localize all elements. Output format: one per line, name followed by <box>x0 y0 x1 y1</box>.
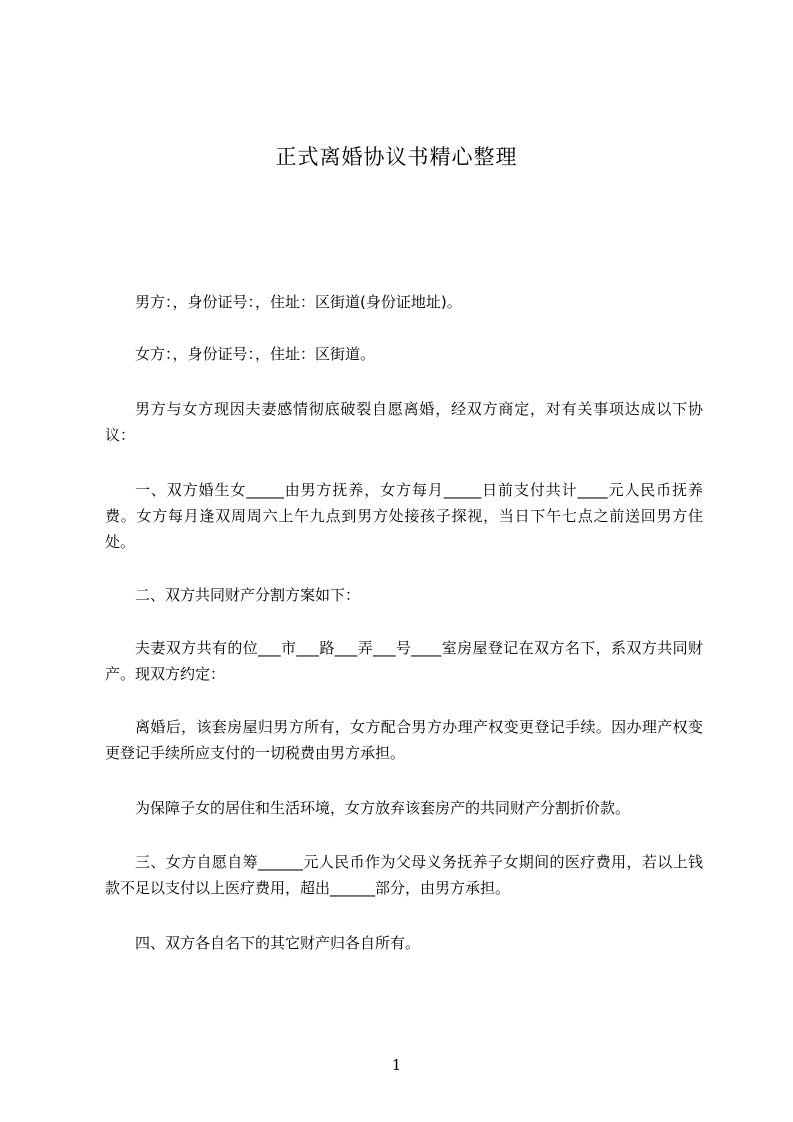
paragraph-clause-one-custody: 一、双方婚生女_____由男方抚养，女方每月_____日前支付共计____元人民币抚养费。女方每月逢双周周六上午九点到男方处接孩子探视，当日下午七点之前送回男方住处。 <box>105 481 703 551</box>
document-title: 正式离婚协议书精心整理 <box>275 145 518 169</box>
paragraph-clause-two-heading: 二、双方共同财产分割方案如下： <box>135 586 361 604</box>
paragraph-agreement-intro: 男方与女方现因夫妻感情彻底破裂自愿离婚，经双方商定，对有关事项达成以下协议： <box>105 400 703 444</box>
paragraph-shared-property: 夫妻双方共有的位___市___路___弄___号____室房屋登记在双方名下，系双方共同财产。现双方约定： <box>105 639 703 683</box>
paragraph-house-transfer: 离婚后，该套房屋归男方所有，女方配合男方办理产权变更登记手续。因办理产权变更登记手续所应支付的一切税费由男方承担。 <box>105 718 703 762</box>
paragraph-male-party: 男方：，身份证号：，住址：区街道(身份证地址)。 <box>135 293 462 311</box>
paragraph-clause-three-medical: 三、女方自愿自筹______元人民币作为父母义务抚养子女期间的医疗费用，若以上钱款不足以支付以上医疗费用，超出______部分，由男方承担。 <box>105 853 703 897</box>
paragraph-waiver: 为保障子女的居住和生活环境，女方放弃该套房产的共同财产分割折价款。 <box>135 799 631 817</box>
page-number: 1 <box>391 1056 402 1074</box>
paragraph-clause-four-property: 四、双方各自名下的其它财产归各自所有。 <box>135 934 421 952</box>
paragraph-female-party: 女方：，身份证号：，住址：区街道。 <box>135 345 376 363</box>
